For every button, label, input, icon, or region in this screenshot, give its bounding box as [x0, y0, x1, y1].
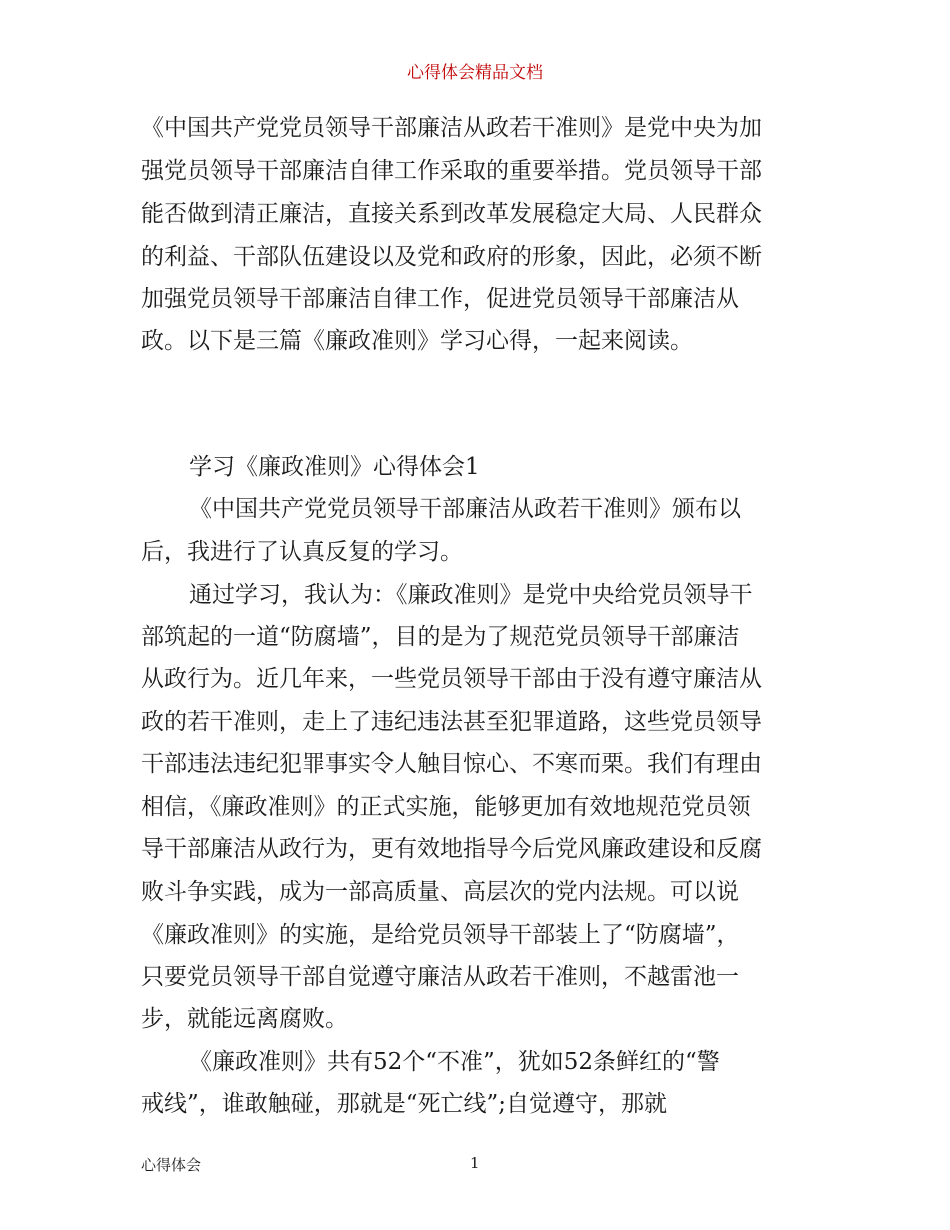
body-line: 强党员领导干部廉洁自律工作采取的重要举措。党员领导干部 [141, 158, 762, 184]
body-line: 《中国共产党党员领导干部廉洁从政若干准则》颁布以 [189, 496, 741, 522]
body-line: 导干部廉洁从政行为，更有效地指导今后党风廉政建设和反腐 [141, 836, 762, 862]
body-line: 政的若干准则，走上了违纪违法甚至犯罪道路，这些党员领导 [141, 709, 762, 735]
body-line: 败斗争实践，成为一部高质量、高层次的党内法规。可以说 [141, 879, 739, 905]
body-line: 干部违法违纪犯罪事实令人触目惊心、不寒而栗。我们有理由 [141, 751, 762, 777]
body-line: 步，就能远离腐败。 [141, 1006, 348, 1032]
body-line: 加强党员领导干部廉洁自律工作，促进党员领导干部廉洁从 [141, 286, 739, 312]
page-number: 1 [470, 1154, 480, 1172]
body-line: 《中国共产党党员领导干部廉洁从政若干准则》是党中央为加 [141, 115, 762, 141]
body-line: 《廉政准则》的实施，是给党员领导干部装上了“防腐墙”， [141, 922, 740, 948]
section-heading: 学习《廉政准则》心得体会1 [189, 454, 480, 480]
footer-label: 心得体会 [141, 1156, 202, 1174]
body-line: 通过学习，我认为：《廉政准则》是党中央给党员领导干 [189, 582, 753, 608]
document-header: 心得体会精品文档 [407, 63, 543, 83]
body-line: 后，我进行了认真反复的学习。 [141, 539, 463, 565]
body-line: 从政行为。近几年来，一些党员领导干部由于没有遵守廉洁从 [141, 666, 762, 692]
body-line: 《廉政准则》共有52个“不准”，犹如52条鲜红的“警 [189, 1049, 720, 1075]
body-line: 只要党员领导干部自觉遵守廉洁从政若干准则，不越雷池一 [141, 964, 739, 990]
body-line: 部筑起的一道“防腐墙”，目的是为了规范党员领导干部廉洁 [141, 624, 740, 650]
body-line: 相信，《廉政准则》的正式实施，能够更加有效地规范党员领 [141, 794, 751, 820]
body-line: 戒线”，谁敢触碰，那就是“死亡线”;自觉遵守，那就 [141, 1091, 668, 1117]
body-line: 的利益、干部队伍建设以及党和政府的形象，因此，必须不断 [141, 244, 762, 270]
body-line: 政。以下是三篇《廉政准则》学习心得，一起来阅读。 [141, 328, 693, 354]
body-line: 能否做到清正廉洁，直接关系到改革发展稳定大局、人民群众 [141, 201, 762, 227]
